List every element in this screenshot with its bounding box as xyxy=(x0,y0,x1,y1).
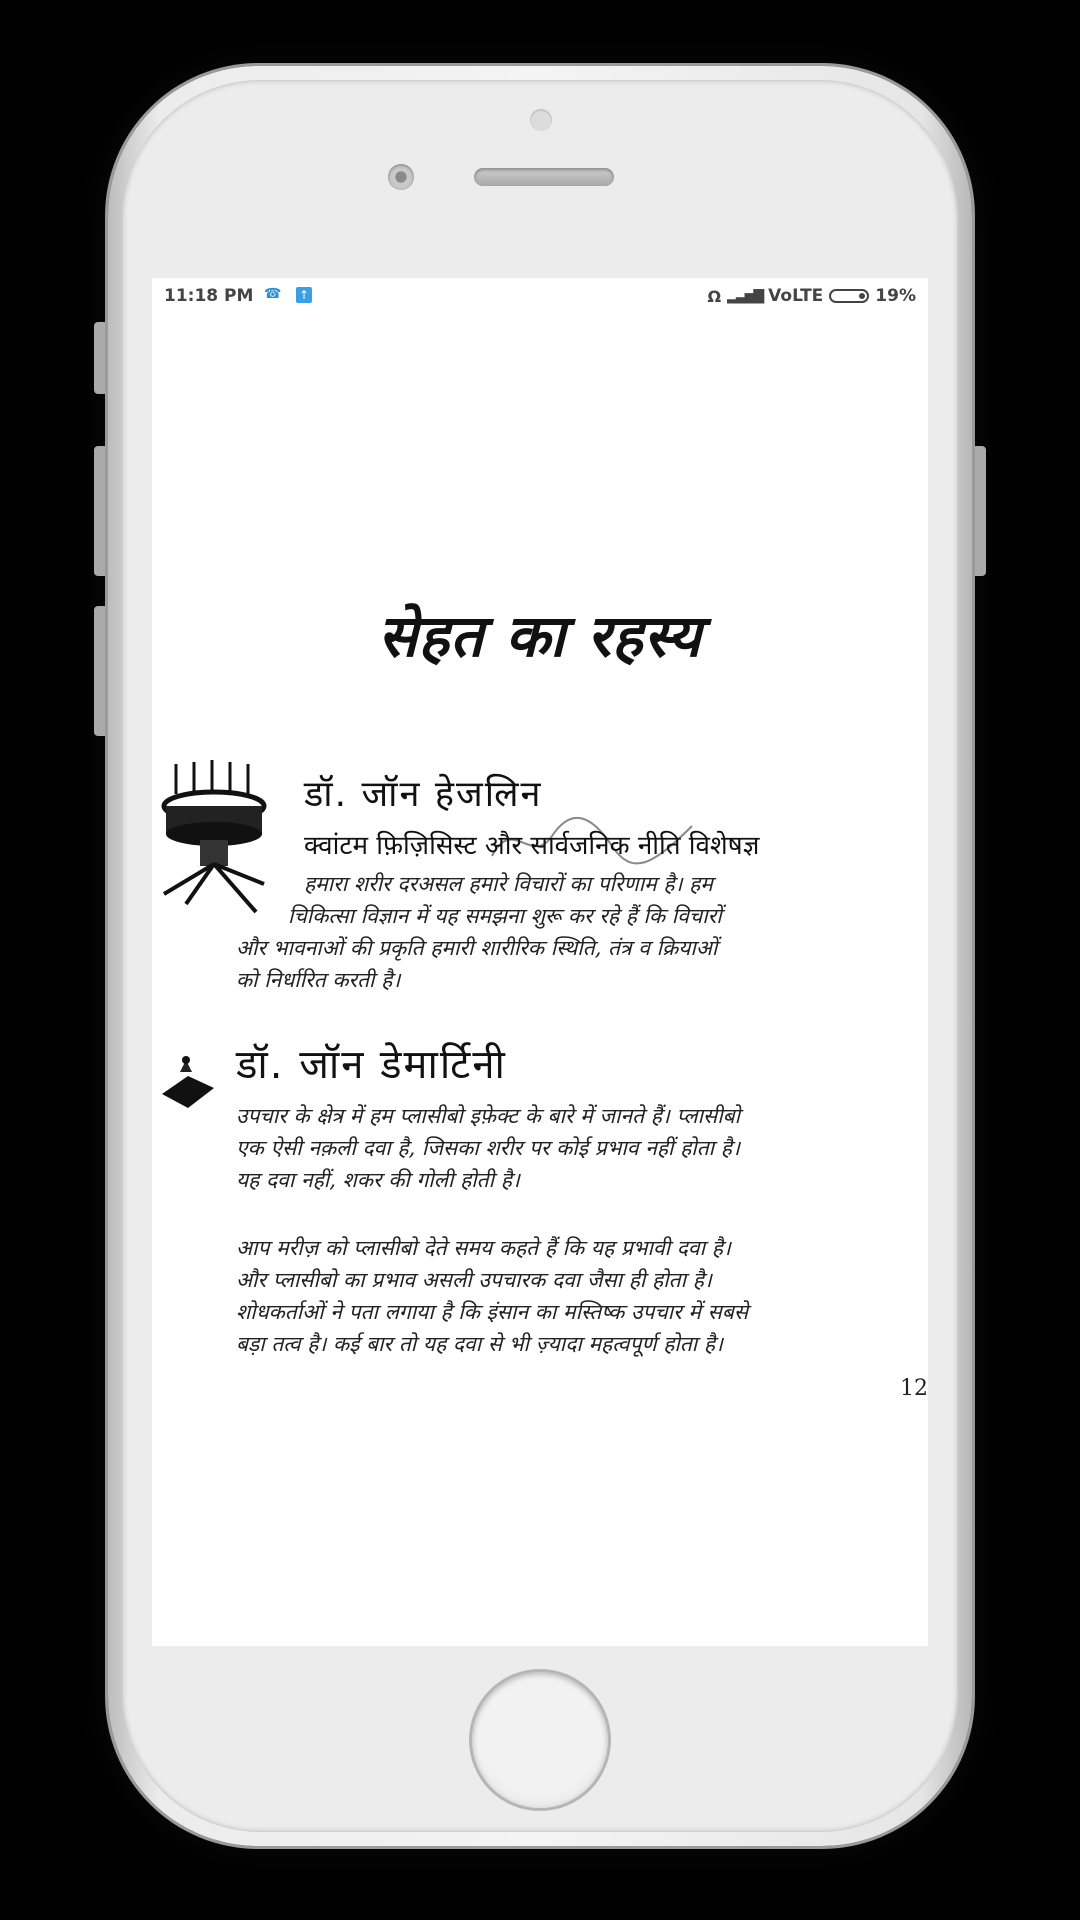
battery-icon xyxy=(829,289,869,303)
quote-line: बड़ा तत्व है। कई बार तो यह दवा से भी ज़्यादा महत्वपूर्ण होता है। xyxy=(236,1332,724,1356)
quote-demartini-para1 xyxy=(236,1100,928,1196)
proximity-sensor xyxy=(530,109,552,131)
power-button xyxy=(972,446,986,576)
headphones-icon: Ω xyxy=(707,286,722,306)
quote-line: यह दवा नहीं, शकर की गोली होती है। xyxy=(236,1168,520,1192)
quote-line: को निर्धारित करती है। xyxy=(236,968,401,992)
quote-line: और प्लासीबो का प्रभाव असली उपचारक दवा जैसा ही होता है। xyxy=(236,1268,712,1292)
quote-line: और भावनाओं की प्रकृति हमारी शारीरिक स्थिति, तंत्र व क्रियाओं xyxy=(236,936,718,960)
upload-icon: ↑ xyxy=(296,287,312,303)
quote-line: चिकित्सा विज्ञान में यह समझना शुरू कर रहे हैं कि विचारों xyxy=(288,904,722,928)
quote-line: आप मरीज़ को प्लासीबो देते समय कहते हैं कि यह प्रभावी दवा है। xyxy=(236,1236,731,1260)
quote-line: शोधकर्ताओं ने पता लगाया है कि इंसान का मस्तिष्क उपचार में सबसे xyxy=(236,1300,749,1324)
phone-icon: ☎ xyxy=(264,286,282,302)
battery-percent: 19% xyxy=(875,286,916,306)
page-title: सेहत का रहस्य xyxy=(378,602,702,670)
quote-demartini-para2 xyxy=(236,1232,928,1360)
quote-line: उपचार के क्षेत्र में हम प्लासीबो इफ़ेक्ट के बारे में जानते हैं। प्लासीबो xyxy=(236,1104,741,1128)
phone-screen xyxy=(152,278,928,1646)
mute-switch xyxy=(94,322,108,394)
home-button[interactable] xyxy=(472,1672,608,1808)
status-time: 11:18 PM xyxy=(164,286,254,306)
volume-up-button xyxy=(94,446,108,576)
signal-icon: ▂▃▅▇ xyxy=(727,288,763,304)
status-bar xyxy=(152,278,928,314)
volume-down-button xyxy=(94,606,108,736)
status-indicators xyxy=(707,286,916,306)
book-illustration xyxy=(158,1054,218,1110)
quote-line: हमारा शरीर दरअसल हमारे विचारों का परिणाम है। हम xyxy=(304,872,713,896)
quote-hazelin xyxy=(152,868,928,996)
author-block-demartini xyxy=(236,1035,928,1360)
author-name-demartini: डॉ. जॉन डेमार्टिनी xyxy=(236,1042,507,1088)
author-name-hazelin: डॉ. जॉन हेजलिन xyxy=(304,774,543,815)
quote-line: एक ऐसी नक़ली दवा है, जिसका शरीर पर कोई प्रभाव नहीं होता है। xyxy=(236,1136,740,1160)
author-role-hazelin: क्वांटम फ़िज़िसिस्ट और सार्वजनिक नीति विशेषज्ञ xyxy=(304,831,760,861)
earpiece-speaker xyxy=(474,168,614,186)
page-number: 12 xyxy=(900,1376,928,1401)
network-label: VoLTE xyxy=(768,286,824,306)
front-camera-icon xyxy=(388,164,414,190)
